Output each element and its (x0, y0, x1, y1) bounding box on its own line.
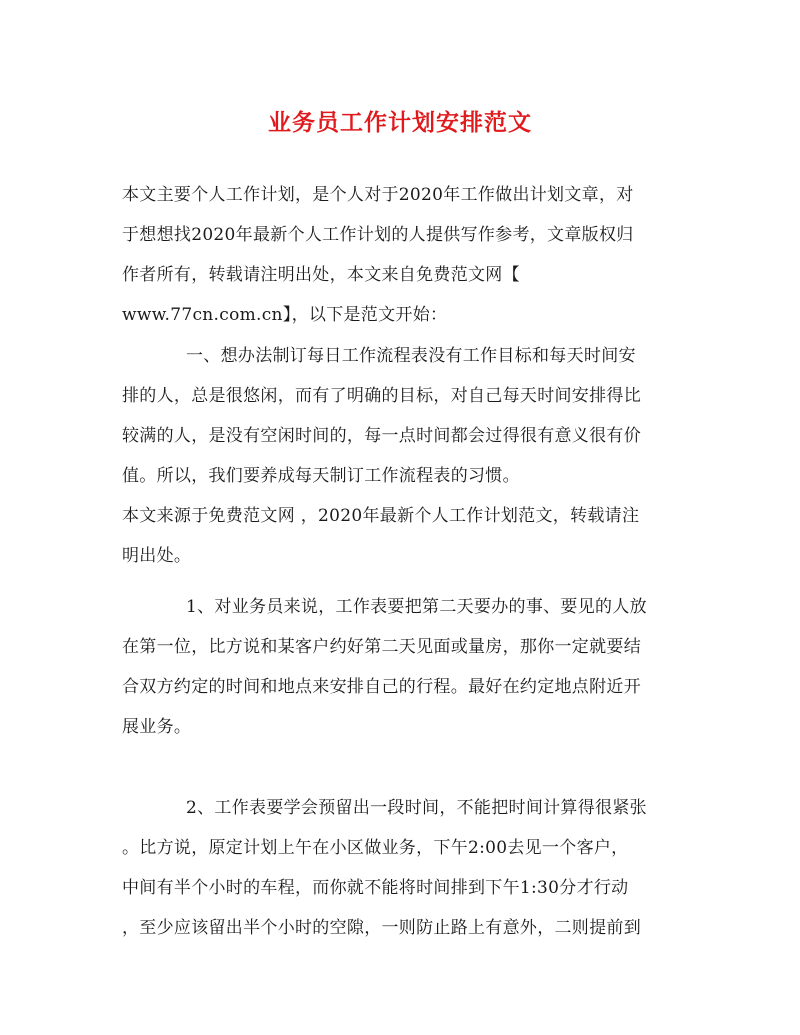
item-one-line-3: 合双方约定的时间和地点来安排自己的行程。最好在约定地点附近开 (122, 677, 641, 697)
item-one-line-1: 1、对业务员来说，工作表要把第二天要办的事、要见的人放 (186, 597, 647, 617)
intro-line-1: 本文主要个人工作计划，是个人对于2020年工作做出计划文章，对 (122, 185, 634, 205)
item-one-line-2: 在第一位，比方说和某客户约好第二天见面或量房，那你一定就要结 (122, 637, 641, 657)
item-two-line-4: ，至少应该留出半个小时的空隙，一则防止路上有意外，二则提前到 (122, 918, 641, 938)
item-two-line-1: 2、工作表要学会预留出一段时间，不能把时间计算得很紧张 (186, 798, 647, 818)
section-one-line-3: 较满的人，是没有空闲时间的，每一点时间都会过得很有意义很有价 (122, 426, 641, 446)
source-note-line-1: 本文来源于免费范文网 ，2020年最新个人工作计划范文，转载请注 (122, 506, 640, 526)
section-one-line-2: 排的人，总是很悠闲，而有了明确的目标，对自己每天时间安排得比 (122, 386, 641, 406)
intro-line-2: 于想想找2020年最新个人工作计划的人提供写作参考，文章版权归 (122, 225, 634, 245)
intro-line-4: www.77cn.com.cn】，以下是范文开始： (122, 305, 448, 325)
intro-line-3: 作者所有，转载请注明出处，本文来自免费范文网【 (122, 265, 520, 285)
item-two-line-3: 中间有半个小时的车程，而你就不能将时间排到下午1:30分才行动 (122, 878, 629, 898)
section-one-line-4: 值。所以，我们要养成每天制订工作流程表的习惯。 (122, 466, 520, 486)
source-note-line-2: 明出处。 (122, 546, 192, 566)
item-two-line-2: 。比方说，原定计划上午在小区做业务，下午2:00去见一个客户， (122, 838, 629, 858)
section-one-line-1: 一、想办法制订每日工作流程表没有工作目标和每天时间安 (186, 346, 636, 366)
item-one-line-4: 展业务。 (122, 717, 192, 737)
document-title: 业务员工作计划安排范文 (268, 109, 532, 136)
